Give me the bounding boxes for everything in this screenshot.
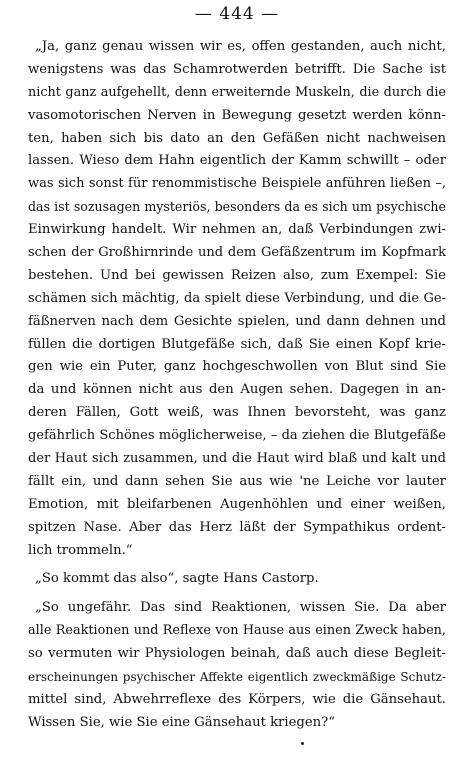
text-line: spitzen Nase. Aber das Herz läßt der Sympathikus ordent- — [28, 519, 446, 535]
text-line: gefährlich Schönes möglicherweise, – da ziehen die Blutgefäße — [28, 428, 446, 444]
ink-dot — [301, 742, 304, 745]
text-line: lassen. Wieso dem Hahn eigentlich der Kamm schwillt – oder — [28, 153, 446, 169]
page-number: — 444 — — [194, 4, 280, 24]
paragraph-2 — [28, 568, 446, 591]
text-line: deren Fällen, Gott weiß, was Ihnen bevorsteht, was ganz — [28, 405, 446, 421]
paragraph-3 — [28, 597, 446, 734]
body-text — [28, 36, 446, 735]
text-line: bestehen. Und bei gewissen Reizen also, zum Exempel: Sie — [28, 267, 446, 283]
text-line: schen der Großhirnrinde und dem Gefäßzentrum im Kopfmark — [28, 245, 446, 261]
text-line: Wissen Sie, wie Sie eine Gänsehaut kriegen?“ — [28, 714, 335, 730]
text-line: vasomotorischen Nerven in Bewegung gesetzt werden könn- — [28, 107, 446, 123]
text-line: „So ungefähr. Das sind Reaktionen, wissen Sie. Da aber — [35, 600, 446, 616]
text-line: ten, haben sich bis dato an den Gefäßen nicht nachweisen — [28, 130, 446, 146]
text-line: erscheinungen psychischer Affekte eigentlich zweckmäßige Schutz- — [28, 670, 446, 685]
text-line: Emotion, mit bleifarbenen Augenhöhlen und einer weißen, — [28, 496, 446, 512]
text-line: Einwirkung handelt. Wir nehmen an, daß Verbindungen zwi- — [28, 222, 446, 238]
text-line: „Ja, ganz genau wissen wir es, offen gestanden, auch nicht, — [35, 39, 446, 54]
text-line: füllen die dortigen Blutgefäße sich, daß Sie einen Kopf krie- — [28, 336, 446, 352]
text-line: „So kommt das also“, sagte Hans Castorp. — [35, 571, 319, 587]
text-line: was sich sonst für renommistische Beispiele anführen ließen –, — [28, 176, 446, 192]
text-line: das ist sozusagen mysteriös, besonders da es sich um psychische — [28, 199, 446, 215]
text-line: wenigstens was das Schamrotwerden betrifft. Die Sache ist — [28, 61, 446, 77]
text-line: so vermuten wir Physiologen beinah, daß auch diese Begleit- — [28, 646, 446, 662]
text-line: gen wie ein Puter, ganz hochgeschwollen von Blut sind Sie — [28, 359, 446, 375]
text-line: mittel sind, Abwehrreflexe des Körpers, wie die Gänsehaut. — [28, 691, 446, 707]
paragraph-1 — [28, 36, 446, 562]
text-line: lich trommeln.“ — [28, 542, 133, 558]
text-line: da und können nicht aus den Augen sehen. Dagegen in an- — [28, 382, 446, 398]
text-line: fäßnerven nach dem Gesichte spielen, und dann dehnen und — [28, 313, 446, 329]
text-line: fällt ein, und dann sehen Sie aus wie 'ne Leiche vor lauter — [28, 473, 446, 489]
text-line: alle Reaktionen und Reflexe von Hause aus einen Zweck haben, — [28, 623, 446, 639]
text-line: der Haut sich zusammen, und die Haut wird blaß und kalt und — [28, 451, 446, 467]
text-line: nicht ganz aufgehellt, denn erweiternde Muskeln, die durch die — [28, 84, 446, 100]
text-line: schämen sich mächtig, da spielt diese Verbindung, und die Ge- — [28, 290, 446, 306]
